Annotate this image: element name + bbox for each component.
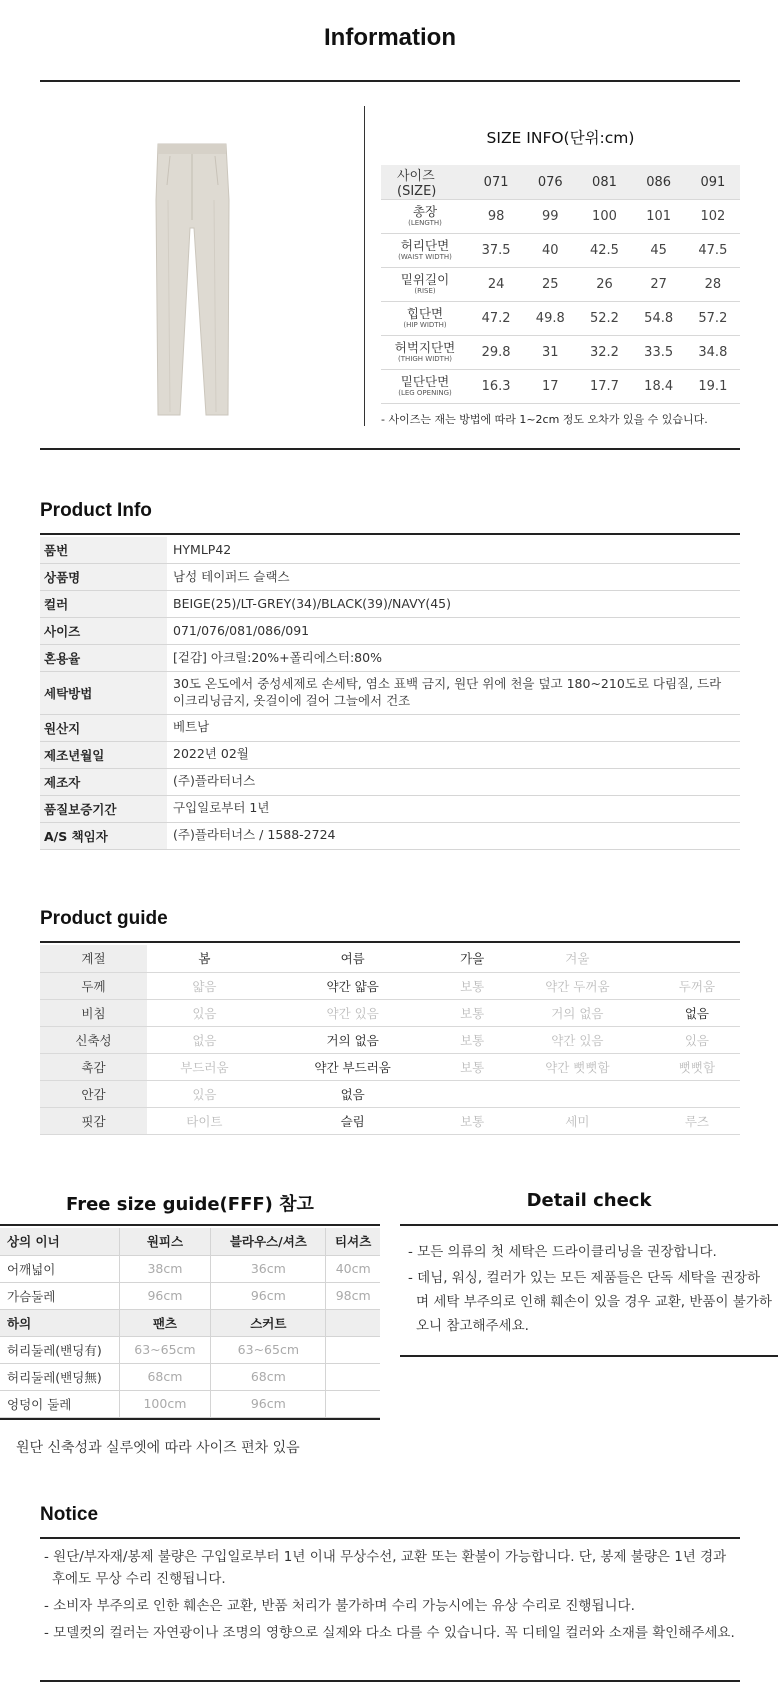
free-size-cell xyxy=(326,1309,380,1336)
size-row-label-en: (RISE) xyxy=(414,287,436,296)
size-value: 45 xyxy=(632,234,686,268)
guide-option: 보통 xyxy=(443,999,500,1026)
guide-option-selected: 없음 xyxy=(654,999,740,1026)
notice-item: - 모델컷의 컬러는 자연광이나 조명의 영향으로 실제와 다소 다를 수 있습니다. 꼭 디테일 컬러와 소재를 확인해주세요. xyxy=(44,1625,735,1641)
guide-option: 세미 xyxy=(501,1107,654,1134)
guide-row xyxy=(40,972,740,999)
free-size-row-label: 어깨넓이 xyxy=(0,1255,119,1282)
guide-option: 보통 xyxy=(443,972,500,999)
size-row xyxy=(381,268,740,302)
detail-check-rule xyxy=(400,1224,778,1226)
size-value: 17.7 xyxy=(577,370,631,404)
free-size-row xyxy=(0,1255,380,1282)
product-guide-rule xyxy=(40,941,740,943)
notice-item: - 원단/부자재/봉제 불량은 구입일로부터 1년 이내 무상수선, 교환 또는 환불이 가능합니다. 단, 봉제 불량은 1년 경과 후에도 무상 수리 진행됩니다. xyxy=(44,1549,727,1587)
size-row-label xyxy=(381,302,469,336)
size-value: 16.3 xyxy=(469,370,523,404)
guide-row xyxy=(40,1107,740,1134)
free-size-cell: 96cm xyxy=(211,1282,326,1309)
size-row xyxy=(381,234,740,268)
product-info-value: 구입일로부터 1년 xyxy=(167,795,740,822)
free-size-row-label: 하의 xyxy=(0,1309,119,1336)
free-size-row-label: 허리둘레(밴딩有) xyxy=(0,1336,119,1363)
product-info-value: 2022년 02월 xyxy=(167,741,740,768)
free-size-cell xyxy=(326,1336,380,1363)
product-info-row xyxy=(40,537,740,564)
size-value: 102 xyxy=(686,200,740,234)
product-info-key: 원산지 xyxy=(40,714,167,741)
guide-option xyxy=(443,1080,500,1107)
guide-option: 약간 뻣뻣함 xyxy=(501,1053,654,1080)
free-size-note: 원단 신축성과 실루엣에 따라 사이즈 편차 있음 xyxy=(16,1440,300,1456)
size-value: 47.2 xyxy=(469,302,523,336)
guide-option-selected: 약간 얇음 xyxy=(262,972,444,999)
free-size-row xyxy=(0,1336,380,1363)
size-row-label-ko: 힙단면 xyxy=(406,305,444,321)
vertical-divider xyxy=(364,106,365,426)
free-size-cell: 98cm xyxy=(326,1282,380,1309)
size-value: 27 xyxy=(632,268,686,302)
guide-option-selected: 약간 부드러움 xyxy=(262,1053,444,1080)
product-guide-table xyxy=(40,945,740,1135)
product-info-row xyxy=(40,741,740,768)
guide-key: 안감 xyxy=(40,1080,147,1107)
size-info-title: SIZE INFO(단위:cm) xyxy=(486,129,635,147)
notice-title: Notice xyxy=(40,1504,99,1525)
size-note: - 사이즈는 재는 방법에 따라 1~2cm 정도 오차가 있을 수 있습니다. xyxy=(381,413,708,426)
size-table xyxy=(381,165,740,404)
free-size-cell: 38cm xyxy=(119,1255,211,1282)
product-info-row xyxy=(40,564,740,591)
size-value: 101 xyxy=(632,200,686,234)
free-size-cell: 63~65cm xyxy=(119,1336,211,1363)
free-size-cell: 100cm xyxy=(119,1390,211,1417)
detail-check-bottom-rule xyxy=(400,1355,778,1357)
product-info-value: 30도 온도에서 중성세제로 손세탁, 염소 표백 금지, 원단 위에 천을 덮고 180~210도로 다림질, 드라이크리닝금지, 옷걸이에 걸어 그늘에서 건조 xyxy=(167,672,740,715)
notice-rule xyxy=(40,1537,740,1539)
guide-option: 있음 xyxy=(147,999,262,1026)
title-divider xyxy=(40,80,740,82)
product-info-row xyxy=(40,795,740,822)
guide-option-selected: 가을 xyxy=(443,945,500,972)
product-info-value: BEIGE(25)/LT-GREY(34)/BLACK(39)/NAVY(45) xyxy=(167,591,740,618)
free-size-cell: 블라우스/셔츠 xyxy=(211,1228,326,1255)
free-size-cell: 원피스 xyxy=(119,1228,211,1255)
guide-option: 보통 xyxy=(443,1107,500,1134)
free-size-header-row xyxy=(0,1228,380,1255)
free-size-cell: 68cm xyxy=(211,1363,326,1390)
free-size-row xyxy=(0,1282,380,1309)
size-col: 091 xyxy=(686,165,740,200)
size-header-label: 사이즈(SIZE) xyxy=(381,165,469,200)
guide-option: 있음 xyxy=(147,1080,262,1107)
size-value: 29.8 xyxy=(469,336,523,370)
free-size-cell: 스커트 xyxy=(211,1309,326,1336)
product-info-row xyxy=(40,768,740,795)
size-col: 076 xyxy=(523,165,577,200)
product-info-row xyxy=(40,672,740,715)
size-value: 32.2 xyxy=(577,336,631,370)
guide-option xyxy=(654,945,740,972)
product-info-key: 사이즈 xyxy=(40,618,167,645)
free-size-cell: 96cm xyxy=(119,1282,211,1309)
size-value: 33.5 xyxy=(632,336,686,370)
guide-option xyxy=(501,1080,654,1107)
guide-option: 얇음 xyxy=(147,972,262,999)
product-info-table xyxy=(40,537,740,850)
product-info-key: 컬러 xyxy=(40,591,167,618)
guide-option: 겨울 xyxy=(501,945,654,972)
size-row-label-en: (THIGH WIDTH) xyxy=(398,355,452,364)
free-size-cell: 티셔츠 xyxy=(326,1228,380,1255)
guide-option: 약간 있음 xyxy=(501,1026,654,1053)
free-size-header-row xyxy=(0,1309,380,1336)
guide-option: 타이트 xyxy=(147,1107,262,1134)
free-size-rule xyxy=(0,1224,380,1226)
free-size-cell: 40cm xyxy=(326,1255,380,1282)
free-size-cell: 팬츠 xyxy=(119,1309,211,1336)
guide-key: 촉감 xyxy=(40,1053,147,1080)
free-size-table xyxy=(0,1228,380,1418)
size-value: 26 xyxy=(577,268,631,302)
size-row xyxy=(381,200,740,234)
guide-option-selected: 없음 xyxy=(262,1080,444,1107)
size-row xyxy=(381,336,740,370)
guide-option: 거의 없음 xyxy=(501,999,654,1026)
guide-option: 뻣뻣함 xyxy=(654,1053,740,1080)
size-row-label-ko: 밑단단면 xyxy=(400,373,450,389)
guide-row xyxy=(40,1053,740,1080)
detail-item: - 데님, 워싱, 컬러가 있는 모든 제품들은 단독 세탁을 권장하며 세탁 부주의로 인해 훼손이 있을 경우 교환, 반품이 불가하오니 참고해주세요. xyxy=(408,1270,772,1334)
size-table-header xyxy=(381,165,740,200)
size-value: 49.8 xyxy=(523,302,577,336)
detail-check-box xyxy=(400,1228,778,1358)
guide-option: 약간 있음 xyxy=(262,999,444,1026)
size-row-label-ko: 허벅지단면 xyxy=(394,339,456,355)
guide-option: 두꺼움 xyxy=(654,972,740,999)
notice-box xyxy=(40,1546,740,1649)
product-info-key: 품번 xyxy=(40,537,167,564)
product-info-value: [겉감] 아크릴:20%+폴리에스터:80% xyxy=(167,645,740,672)
product-info-key: 제조년월일 xyxy=(40,741,167,768)
guide-option-selected: 봄 xyxy=(147,945,262,972)
free-size-row xyxy=(0,1390,380,1417)
guide-option: 보통 xyxy=(443,1026,500,1053)
free-size-cell xyxy=(326,1390,380,1417)
free-size-cell xyxy=(326,1363,380,1390)
size-value: 25 xyxy=(523,268,577,302)
product-info-title: Product Info xyxy=(40,500,152,521)
pants-icon xyxy=(140,140,260,420)
size-row-label-ko: 밑위길이 xyxy=(400,271,450,287)
detail-check-title: Detail check xyxy=(526,1190,652,1211)
guide-row xyxy=(40,1026,740,1053)
free-size-row-label: 허리둘레(밴딩無) xyxy=(0,1363,119,1390)
guide-option: 루즈 xyxy=(654,1107,740,1134)
size-col: 086 xyxy=(632,165,686,200)
guide-key: 신축성 xyxy=(40,1026,147,1053)
product-info-row xyxy=(40,618,740,645)
size-row-label-en: (HIP WIDTH) xyxy=(403,321,447,330)
product-info-key: 혼용율 xyxy=(40,645,167,672)
product-info-row xyxy=(40,714,740,741)
guide-option-selected: 여름 xyxy=(262,945,444,972)
size-col: 071 xyxy=(469,165,523,200)
guide-key: 핏감 xyxy=(40,1107,147,1134)
free-size-cell: 36cm xyxy=(211,1255,326,1282)
size-row-label-en: (WAIST WIDTH) xyxy=(398,253,452,262)
product-info-value: (주)플라터너스 xyxy=(167,768,740,795)
guide-row xyxy=(40,945,740,972)
free-size-cell: 96cm xyxy=(211,1390,326,1417)
free-size-cell: 68cm xyxy=(119,1363,211,1390)
free-size-row-label: 엉덩이 둘레 xyxy=(0,1390,119,1417)
product-info-rule xyxy=(40,533,740,535)
size-value: 19.1 xyxy=(686,370,740,404)
size-value: 37.5 xyxy=(469,234,523,268)
guide-option xyxy=(654,1080,740,1107)
size-value: 17 xyxy=(523,370,577,404)
product-info-key: 품질보증기간 xyxy=(40,795,167,822)
product-guide-title: Product guide xyxy=(40,908,168,929)
product-info-value: 남성 테이퍼드 슬랙스 xyxy=(167,564,740,591)
size-row-label-ko: 총장 xyxy=(412,203,438,219)
size-value: 42.5 xyxy=(577,234,631,268)
size-value: 57.2 xyxy=(686,302,740,336)
product-info-value: 071/076/081/086/091 xyxy=(167,618,740,645)
guide-key: 계절 xyxy=(40,945,147,972)
guide-option: 없음 xyxy=(147,1026,262,1053)
free-size-row-label: 상의 이너 xyxy=(0,1228,119,1255)
guide-key: 두께 xyxy=(40,972,147,999)
size-row-label xyxy=(381,234,469,268)
size-value: 34.8 xyxy=(686,336,740,370)
size-row-label-ko: 허리단면 xyxy=(400,237,450,253)
size-value: 54.8 xyxy=(632,302,686,336)
size-value: 18.4 xyxy=(632,370,686,404)
size-value: 24 xyxy=(469,268,523,302)
free-size-title: Free size guide(FFF) 참고 xyxy=(66,1194,314,1215)
size-value: 52.2 xyxy=(577,302,631,336)
size-row-label xyxy=(381,200,469,234)
size-value: 28 xyxy=(686,268,740,302)
product-info-key: 제조자 xyxy=(40,768,167,795)
product-info-row xyxy=(40,591,740,618)
product-info-key: 세탁방법 xyxy=(40,672,167,715)
size-row-label xyxy=(381,370,469,404)
product-info-value: (주)플라터너스 / 1588-2724 xyxy=(167,822,740,849)
notice-item: - 소비자 부주의로 인한 훼손은 교환, 반품 처리가 불가하며 수리 가능시에는 유상 수리로 진행됩니다. xyxy=(44,1598,635,1614)
product-info-value: 베트남 xyxy=(167,714,740,741)
size-row-label xyxy=(381,336,469,370)
size-value: 99 xyxy=(523,200,577,234)
free-size-cell: 63~65cm xyxy=(211,1336,326,1363)
product-info-value: HYMLP42 xyxy=(167,537,740,564)
free-size-bottom-rule xyxy=(0,1418,380,1420)
size-value: 98 xyxy=(469,200,523,234)
size-row-label xyxy=(381,268,469,302)
guide-option: 부드러움 xyxy=(147,1053,262,1080)
size-value: 47.5 xyxy=(686,234,740,268)
guide-option: 보통 xyxy=(443,1053,500,1080)
info-divider xyxy=(40,448,740,450)
guide-option-selected: 슬림 xyxy=(262,1107,444,1134)
free-size-row xyxy=(0,1363,380,1390)
guide-option: 약간 두꺼움 xyxy=(501,972,654,999)
free-size-row-label: 가슴둘레 xyxy=(0,1282,119,1309)
guide-row xyxy=(40,999,740,1026)
product-info-row xyxy=(40,645,740,672)
size-value: 31 xyxy=(523,336,577,370)
guide-option-selected: 거의 없음 xyxy=(262,1026,444,1053)
guide-row xyxy=(40,1080,740,1107)
size-col: 081 xyxy=(577,165,631,200)
size-row-label-en: (LEG OPENING) xyxy=(398,389,452,398)
product-info-key: 상품명 xyxy=(40,564,167,591)
size-value: 40 xyxy=(523,234,577,268)
page-title: Information xyxy=(324,24,456,51)
notice-bottom-rule xyxy=(40,1680,740,1682)
product-info-key: A/S 책임자 xyxy=(40,822,167,849)
guide-key: 비침 xyxy=(40,999,147,1026)
size-row xyxy=(381,302,740,336)
size-value: 100 xyxy=(577,200,631,234)
guide-option: 있음 xyxy=(654,1026,740,1053)
detail-item: - 모든 의류의 첫 세탁은 드라이클리닝을 권장합니다. xyxy=(408,1244,717,1260)
product-info-row xyxy=(40,822,740,849)
size-row-label-en: (LENGTH) xyxy=(408,219,442,228)
size-row xyxy=(381,370,740,404)
